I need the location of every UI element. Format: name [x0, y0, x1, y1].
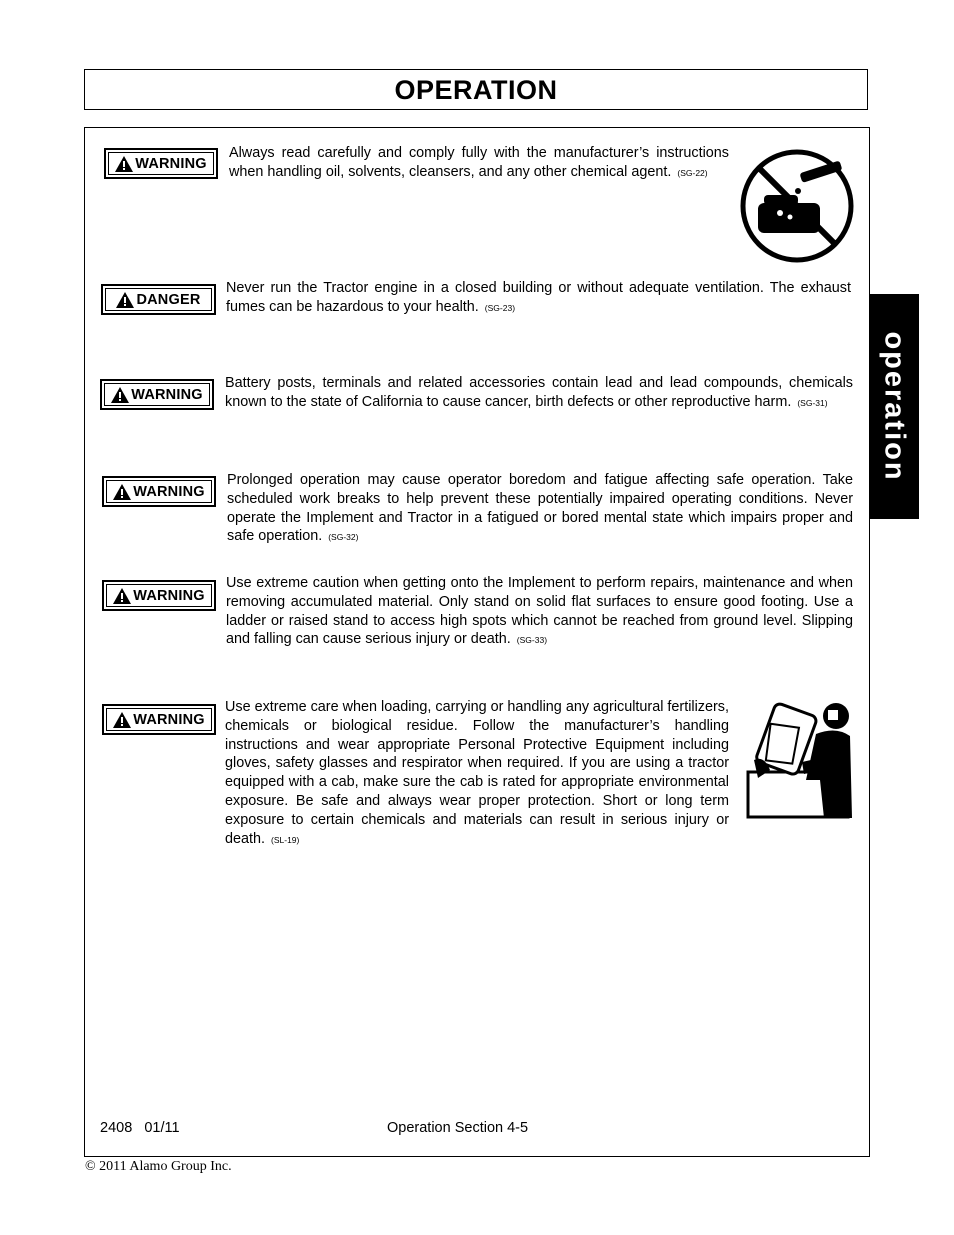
warning-message	[226, 574, 853, 650]
message-text: Use extreme caution when getting onto the Implement to perform repairs, maintenance and when removing accumulated material. Only stand on solid flat surfaces to ensure good footing. Use a ladder or raised stand to access high spots which cannot be reached from ground level. Slipping and falling can cause serious injury or death.	[226, 575, 853, 648]
message-text: Battery posts, terminals and related accessories contain lead and lead compounds, chemicals known to the state of California to cause cancer, birth defects or other reproductive harm.	[225, 375, 853, 410]
badge-label: WARNING	[133, 587, 205, 604]
warning-message	[227, 471, 853, 547]
message-code: (SG-22)	[677, 167, 708, 178]
badge-label: WARNING	[135, 155, 207, 172]
warning-triangle-icon	[116, 292, 134, 308]
badge-label: WARNING	[133, 711, 205, 728]
footer-doc-number: 2408 01/11	[100, 1120, 180, 1136]
danger-badge	[101, 284, 216, 315]
warning-triangle-icon	[115, 156, 133, 172]
page-title: OPERATION	[394, 75, 558, 105]
message-text: Prolonged operation may cause operator boredom and fatigue affecting safe operation. Take scheduled work breaks to help prevent these potentially impaired operating conditions. Never operate the Implement and Tractor in a fatigued or bored mental state which impairs proper and safe operation.	[227, 472, 853, 545]
no-chemical-contact-icon	[740, 149, 854, 263]
warning-badge	[102, 476, 216, 507]
message-text: Always read carefully and comply fully with the manufacturer’s instructions when handling oil, solvents, cleansers, and any other chemical agent.	[229, 145, 729, 180]
warning-triangle-icon	[113, 484, 131, 500]
warning-triangle-icon	[113, 588, 131, 604]
message-code: (SG-33)	[516, 635, 548, 646]
warning-message	[229, 144, 729, 183]
message-code: (SG-32)	[328, 532, 359, 543]
message-text: Use extreme care when loading, carrying or handling any agricultural fertilizers, chemicals or biological residue. Follow the manufacturer’s handling instructions and wear appropriate Personal Protective Equipment including gloves, safety glasses and respirator when required. If you are using a tractor equipped with a cab, make sure the cab is rated for appropriate environmental exposure. Be safe and always wear proper protection. Short or long term exposure to certain chemicals and materials can result in serious injury or death.	[225, 699, 729, 847]
message-code: (SL-19)	[271, 834, 300, 845]
message-text: Never run the Tractor engine in a closed building or without adequate ventilation. The exhaust fumes can be hazardous to your health.	[226, 280, 851, 315]
badge-label: WARNING	[133, 483, 205, 500]
side-tab-label: operation	[878, 331, 911, 482]
warning-badge	[102, 580, 216, 611]
warning-message	[225, 698, 729, 849]
warning-badge	[100, 379, 214, 410]
copyright: © 2011 Alamo Group Inc.	[85, 1159, 232, 1174]
warning-triangle-icon	[111, 387, 129, 403]
badge-label: WARNING	[131, 386, 203, 403]
badge-label: DANGER	[136, 291, 201, 308]
danger-message	[226, 279, 851, 318]
warning-triangle-icon	[113, 712, 131, 728]
section-side-tab	[869, 294, 919, 519]
warning-badge	[102, 704, 216, 735]
message-code: (SG-31)	[797, 397, 828, 408]
footer-section: Operation Section 4-5	[387, 1120, 529, 1136]
page-header	[84, 69, 868, 110]
warning-message	[225, 374, 853, 413]
message-code: (SG-23)	[484, 302, 516, 313]
ppe-handling-icon	[744, 700, 854, 820]
warning-badge	[104, 148, 218, 179]
